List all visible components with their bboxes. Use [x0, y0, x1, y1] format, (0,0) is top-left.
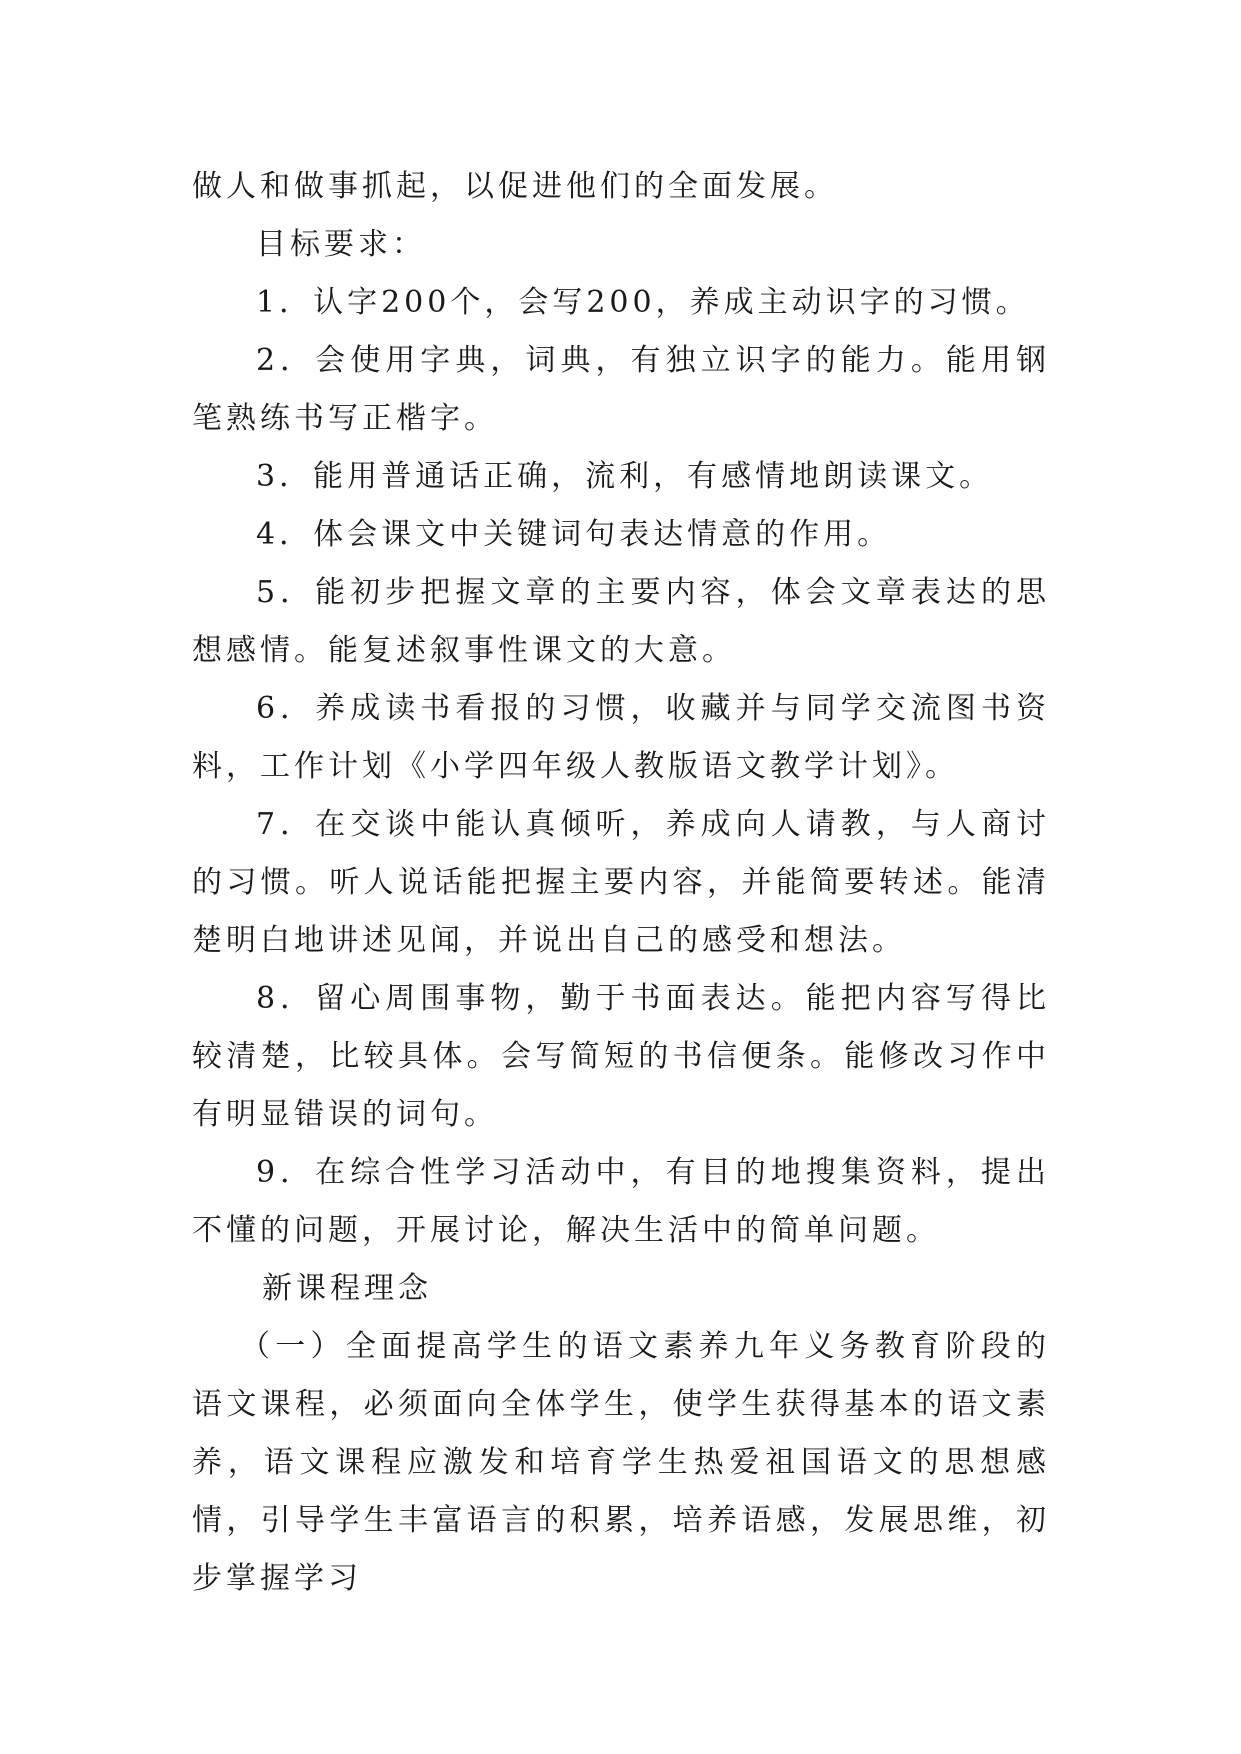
- paragraph-continuation: 做人和做事抓起，以促进他们的全面发展。: [192, 169, 838, 204]
- goal-item-8: 8．留心周围事物，勤于书面表达。能把内容写得比较清楚，比较具体。会写简短的书信便条。能修改习作中有明显错误的词句。: [192, 981, 1050, 1132]
- concept-paragraph-1: （一）全面提高学生的语文素养九年义务教育阶段的语文课程，必须面向全体学生，使学生获得基本的语文素养，语文课程应激发和培育学生热爱祖国语文的思想感情，引导学生丰富语言的积累，培养语感，发展思维，初步掌握学习: [192, 1329, 1050, 1596]
- goal-item-1: 1．认字200个，会写200，养成主动识字的习惯。: [256, 285, 1030, 320]
- goals-heading: 目标要求：: [256, 227, 426, 262]
- goal-item-4: 4．体会课文中关键词句表达情意的作用。: [256, 517, 892, 552]
- goal-item-5: 5．能初步把握文章的主要内容，体会文章表达的思想感情。能复述叙事性课文的大意。: [192, 575, 1050, 668]
- goal-item-3: 3．能用普通话正确，流利，有感情地朗读课文。: [256, 459, 994, 494]
- concept-heading: 新课程理念: [262, 1271, 432, 1306]
- goal-item-2: 2．会使用字典，词典，有独立识字的能力。能用钢笔熟练书写正楷字。: [192, 343, 1050, 436]
- document-body: [192, 158, 1050, 1608]
- goal-item-7: 7．在交谈中能认真倾听，养成向人请教，与人商讨的习惯。听人说话能把握主要内容，并能简要转述。能清楚明白地讲述见闻，并说出自己的感受和想法。: [192, 807, 1050, 958]
- goal-item-9: 9．在综合性学习活动中，有目的地搜集资料，提出不懂的问题，开展讨论，解决生活中的简单问题。: [192, 1155, 1050, 1248]
- goal-item-6: 6．养成读书看报的习惯，收藏并与同学交流图书资料，工作计划《小学四年级人教版语文教学计划》。: [192, 691, 1050, 784]
